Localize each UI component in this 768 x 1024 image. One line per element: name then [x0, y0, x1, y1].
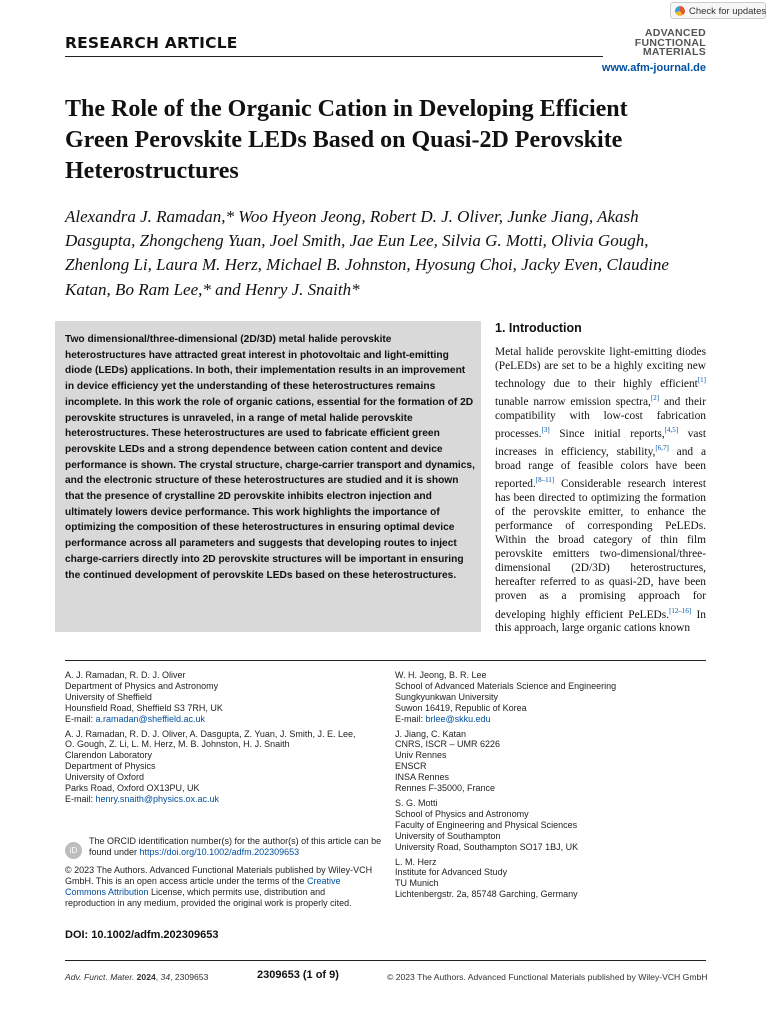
email-label: E-mail: [395, 713, 426, 724]
section-label: RESEARCH ARTICLE [65, 34, 238, 52]
footer-journal-abbrev: Adv. Funct. Mater. [65, 972, 135, 982]
orcid-icon: iD [65, 842, 82, 859]
check-for-updates-button[interactable] [670, 2, 766, 19]
email-link[interactable]: a.ramadan@sheffield.ac.uk [95, 713, 206, 724]
affiliation-line: INSA Rennes [395, 772, 450, 783]
affiliation-line: School of Physics and Astronomy [395, 808, 529, 819]
email-link[interactable]: henry.snaith@physics.ox.ac.uk [95, 793, 220, 804]
intro-text-run: and a broad range of feasible colors have been reported. [495, 445, 707, 490]
copyright-text: © 2023 The Authors. Advanced Functional Materials published by Wiley-VCH GmbH. This is an open access article under the terms of the [65, 865, 373, 886]
affiliation-email-row [395, 714, 705, 725]
journal-logo-line: FUNCTIONAL [634, 36, 706, 49]
affiliation-block [395, 857, 705, 901]
citation-link[interactable]: [4,5] [664, 426, 679, 435]
affiliation-authors: L. M. Herz [395, 856, 437, 867]
affiliation-authors: S. G. Motti [395, 797, 438, 808]
email-label: E-mail: [65, 793, 96, 804]
affiliation-authors: A. J. Ramadan, R. D. J. Oliver, A. Dasgupta, Z. Yuan, J. Smith, J. E. Lee, O. Gough, Z. Li, L. M. Herz, M. B. Johnston, H. J. Snaith [65, 728, 356, 750]
citation-link[interactable]: [3] [541, 426, 550, 435]
section-heading-introduction: 1. Introduction [495, 321, 582, 335]
intro-text-run: tunable narrow emission spectra, [495, 395, 651, 408]
affiliation-block [395, 798, 705, 853]
affiliation-line: Lichtenbergstr. 2a, 85748 Garching, Germany [395, 889, 578, 900]
email-link[interactable]: brlee@skku.edu [425, 713, 491, 724]
intro-text-run: Metal halide perovskite light-emitting diodes (PeLEDs) are set to be a highly exciting new technology due to their highly efficient [495, 346, 706, 390]
affiliation-line: Clarendon Laboratory [65, 750, 153, 761]
affiliation-line: Univ Rennes [395, 750, 447, 761]
affiliation-line: University of Oxford [65, 772, 145, 783]
intro-text-run: In this approach, large organic cations known [495, 608, 706, 635]
author-list: Alexandra J. Ramadan,* Woo Hyeon Jeong, Robert D. J. Oliver, Junke Jiang, Akash Dasgupta, Zhongcheng Yuan, Joel Smith, Jae Eun Lee, Silvia G. Motti, Olivia Gough, Zhenlong Li, Laura M. Herz, Michael B. Johnston, Hyosung Choi, Jacky Even, Claudine Katan, Bo Ram Lee,* and Henry J. Snaith* [65, 207, 669, 299]
affiliation-line: CNRS, ISCR – UMR 6226 [395, 739, 501, 750]
header-divider [65, 56, 603, 57]
citation-link[interactable]: [6,7] [655, 443, 669, 452]
crossmark-icon [675, 6, 685, 16]
affiliation-block [65, 729, 365, 805]
paper-title: The Role of the Organic Cation in Developing Efficient Green Perovskite LEDs Based on Quasi-2D Perovskite Heterostructures [65, 96, 628, 184]
footer-page-number: 2309653 (1 of 9) [257, 969, 339, 981]
affiliation-line: Parks Road, Oxford OX13PU, UK [65, 783, 200, 794]
citation-link[interactable]: [2] [650, 394, 660, 403]
affiliation-authors: W. H. Jeong, B. R. Lee [395, 670, 487, 680]
footer-volume: 34 [160, 972, 171, 982]
affiliation-email-row [65, 794, 365, 805]
footer-copyright: © 2023 The Authors. Advanced Functional Materials published by Wiley-VCH GmbH [387, 972, 708, 982]
footer-article-number: 2309653 [174, 972, 209, 982]
introduction-body [495, 345, 706, 636]
affiliation-line: Faculty of Engineering and Physical Sciences [395, 819, 578, 830]
intro-text-run: and their compatibility with low-cost fabrication processes. [495, 395, 706, 440]
affiliations-right-column [395, 670, 705, 904]
affiliation-line: Department of Physics [65, 761, 156, 772]
affiliation-line: Department of Physics and Astronomy [65, 680, 219, 691]
intro-text-run: vast increases in efficiency, stability, [495, 427, 706, 458]
intro-text-run: Considerable research interest has been directed to optimizing the formation of the perovskite emitter, to enhance the performance of corresponding PeLEDs. Within the broad category of thin film perovskite emitters two-dimensional/three-dimensional (2D/3D) heterostructures, hereafter referred to as quasi-2D, have been proven as a promising approach for developing highly efficient PeLEDs. [495, 477, 706, 621]
affiliation-line: University of Southampton [395, 830, 501, 841]
affiliation-block [395, 670, 705, 725]
affiliation-line: Suwon 16419, Republic of Korea [395, 702, 527, 713]
intro-text-run: Since initial reports, [549, 427, 665, 440]
affiliations-divider [65, 660, 706, 661]
affiliation-line: TU Munich [395, 878, 439, 889]
orcid-note [65, 836, 385, 858]
orcid-text-wrap [89, 836, 385, 858]
affiliation-line: Sungkyunkwan University [395, 691, 499, 702]
affiliation-line: ENSCR [395, 761, 427, 772]
citation-link[interactable]: [8–11] [535, 475, 555, 484]
footer-citation: Adv. Funct. Mater. 2024, 34, 2309653 [65, 972, 209, 982]
affiliation-line: University Road, Southampton SO17 1BJ, UK [395, 841, 579, 852]
abstract: Two dimensional/three-dimensional (2D/3D) metal halide perovskite heterostructures have attracted great interest in photovoltaic and light-emitting diode (LEDs) applications. In both, their implementation results in an improvement in device efficiency yet the understanding of these heterostructures remains incomplete. In this work the role of organic cations, essential for the formation of 2D perovskite structures is unraveled, in a range of metal halide perovskite heterostructures. These heterostructures are used to fabricate efficient green perovskite LEDs and a strong dependence between cation content and device performance is shown. The crystal structure, charge-carrier transport and dynamics, and the electronic structure of these heterostructures are studied and it is shown that the presence of crystalline 2D perovskite inhibits electron injection and ultimately lowers device performance. This work highlights the importance of optimizing the composition of these heterostructures in ensuring optimal device performance across all parameters and suggests that developing routes to inject charge-carriers directly into 2D perovskite structures will be important in ensuring the continued development of perovskite LEDs based on these heterostructures. [65, 334, 475, 581]
orcid-text: The ORCID identification number(s) for the author(s) of this article can be found under [89, 836, 382, 857]
copyright-text-end: License, which permits use, distribution and reproduction in any medium, provided the original work is properly cited. [65, 886, 352, 908]
doi-label[interactable]: DOI: 10.1002/adfm.202309653 [65, 929, 219, 941]
citation-link[interactable]: [1] [697, 376, 706, 385]
email-label: E-mail: [65, 713, 96, 724]
affiliation-authors: A. J. Ramadan, R. D. J. Oliver [65, 670, 186, 680]
footer-year: 2024 [136, 972, 156, 982]
cc-license-link[interactable]: Creative Commons Attribution [65, 875, 341, 897]
affiliation-block [395, 729, 705, 794]
affiliations-left-column [65, 670, 365, 809]
journal-logo-line: MATERIALS [642, 46, 706, 58]
affiliation-authors: J. Jiang, C. Katan [395, 728, 467, 739]
copyright-note [65, 865, 375, 909]
affiliation-line: Hounsfield Road, Sheffield S3 7RH, UK [65, 702, 223, 713]
affiliation-line: Rennes F-35000, France [395, 783, 496, 794]
citation-link[interactable]: [12–16] [669, 606, 692, 615]
affiliation-line: School of Advanced Materials Science and Engineering [395, 680, 617, 691]
affiliation-line: Institute for Advanced Study [395, 867, 508, 878]
check-updates-label: Check for updates [689, 6, 767, 17]
journal-logo-line: ADVANCED [644, 27, 706, 39]
affiliation-line: University of Sheffield [65, 691, 152, 702]
affiliation-email-row [65, 714, 365, 725]
footer-divider [65, 960, 706, 961]
journal-logo [635, 29, 706, 58]
journal-url-link[interactable]: www.afm-journal.de [601, 62, 706, 74]
orcid-doi-link[interactable]: https://doi.org/10.1002/adfm.202309653 [139, 846, 300, 857]
affiliation-block [65, 670, 365, 725]
